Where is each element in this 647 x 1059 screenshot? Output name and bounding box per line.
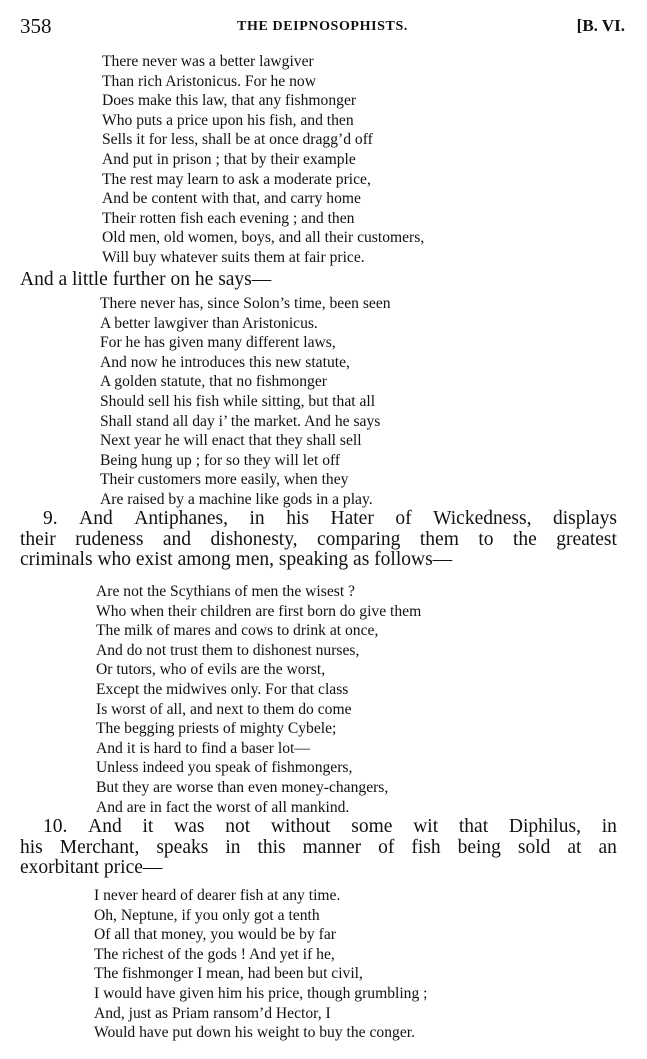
verse-line: There never was a better lawgiver: [102, 53, 314, 70]
prose-word: their: [20, 528, 56, 550]
verse-block-2: [100, 294, 391, 510]
prose-word: an: [598, 836, 617, 858]
verse-line: The rest may learn to ask a moderate price,: [102, 170, 371, 188]
verse-line: I would have given him his price, though grumbling ;: [94, 984, 428, 1002]
verse-line: Are not the Scythians of men the wisest ?: [96, 583, 355, 600]
verse-line: Being hung up ; for so they will let off: [100, 451, 341, 469]
verse-line: Will buy whatever suits them at fair price.: [102, 248, 365, 266]
verse-line: For he has given many different laws,: [100, 334, 336, 352]
prose-word: his: [20, 836, 43, 858]
prose-word: Diphilus,: [508, 816, 581, 837]
prose-word: this: [257, 836, 286, 858]
prose-word: 10.: [43, 816, 68, 837]
running-title: THE DEIPNOSOPHISTS.: [237, 19, 408, 34]
verse-line: And now he introduces this new statute,: [100, 353, 350, 371]
prose-word: that: [458, 816, 489, 837]
prose-paragraph-2: [20, 509, 617, 571]
verse-line: A better lawgiver than Aristonicus.: [100, 314, 318, 332]
verse-line: Who when their children are first born do give them: [96, 602, 422, 620]
prose-line: And a little further on he says—: [20, 269, 272, 290]
prose-word: it: [142, 816, 154, 837]
prose-line: exorbitant price—: [20, 857, 163, 878]
verse-line: Should sell his fish while sitting, but that all: [100, 392, 376, 410]
verse-line: The milk of mares and cows to drink at once,: [96, 622, 379, 640]
running-header: [20, 14, 625, 40]
prose-word: and: [162, 528, 192, 550]
verse-block-1: [102, 52, 424, 268]
prose-word: sold: [517, 836, 551, 858]
verse-line: Except the midwives only. For that class: [96, 680, 349, 698]
verse-line: I never heard of dearer fish at any time.: [94, 887, 341, 904]
prose-line-justified: [20, 817, 617, 838]
prose-word: in: [225, 836, 241, 858]
prose-word: wit: [413, 816, 439, 837]
prose-word: the: [513, 528, 537, 550]
prose-line-justified: [20, 509, 617, 530]
verse-line: Sells it for less, shall be at once dragg’d off: [102, 131, 373, 149]
verse-line: A golden statute, that no fishmonger: [100, 373, 327, 391]
prose-word: was: [174, 816, 205, 837]
verse-line: Are raised by a machine like gods in a play.: [100, 490, 373, 508]
prose-word: at: [567, 836, 582, 858]
verse-line: The fishmonger I mean, had been but civil,: [94, 965, 363, 983]
page-number: 358: [20, 14, 52, 38]
prose-word: being: [457, 836, 501, 858]
prose-word: to: [478, 528, 494, 550]
verse-line: Of all that money, you would be by far: [94, 926, 336, 944]
verse-line: Is worst of all, and next to them do come: [96, 700, 352, 718]
verse-line: Than rich Aristonicus. For he now: [102, 72, 316, 90]
verse-line: The richest of the gods ! And yet if he,: [94, 945, 335, 963]
verse-line: Shall stand all day i’ the market. And he says: [100, 412, 381, 430]
prose-line: criminals who exist among men, speaking as follows—: [20, 549, 453, 570]
verse-line: Unless indeed you speak of fishmongers,: [96, 759, 353, 777]
prose-word: fish: [411, 836, 441, 858]
prose-word: them: [419, 528, 459, 550]
verse-line: The begging priests of mighty Cybele;: [96, 720, 337, 738]
verse-line: And, just as Priam ransom’d Hector, I: [94, 1004, 331, 1022]
verse-line: And are in fact the worst of all mankind.: [96, 798, 350, 816]
prose-word: in: [249, 508, 265, 529]
verse-line: Next year he will enact that they shall sell: [100, 432, 362, 450]
verse-line: And be content with that, and carry home: [102, 190, 361, 208]
prose-line-justified: [20, 838, 617, 859]
prose-word: comparing: [317, 528, 401, 550]
prose-paragraph-3: [20, 817, 617, 879]
verse-line: There never has, since Solon’s time, been seen: [100, 295, 391, 312]
verse-block-3: [96, 582, 421, 817]
prose-line-justified: [20, 530, 617, 551]
verse-line: Oh, Neptune, if you only got a tenth: [94, 906, 320, 924]
verse-line: Would have put down his weight to buy the conger.: [94, 1024, 415, 1042]
prose-word: dishonesty,: [210, 528, 298, 550]
prose-word: not: [225, 816, 251, 837]
verse-line: And put in prison ; that by their example: [102, 150, 356, 168]
prose-word: Antiphanes,: [134, 508, 228, 529]
verse-line: But they are worse than even money-changers,: [96, 778, 389, 796]
prose-word: Wickedness,: [433, 508, 532, 529]
verse-line: And it is hard to find a baser lot—: [96, 739, 310, 757]
verse-line: Or tutors, who of evils are the worst,: [96, 661, 326, 679]
prose-word: his: [286, 508, 309, 529]
prose-word: speaks: [156, 836, 209, 858]
prose-word: displays: [552, 508, 617, 529]
verse-line: Does make this law, that any fishmonger: [102, 92, 357, 110]
prose-word: greatest: [556, 528, 617, 550]
prose-word: in: [601, 816, 617, 837]
prose-word: Hater: [330, 508, 374, 529]
verse-line: Old men, old women, boys, and all their customers,: [102, 229, 425, 247]
prose-word: of: [378, 836, 395, 858]
prose-word: manner: [302, 836, 362, 858]
verse-block-4: [94, 886, 427, 1043]
prose-paragraph-1: [20, 270, 271, 291]
prose-word: of: [395, 508, 412, 529]
prose-word: And: [88, 816, 122, 837]
prose-word: Merchant,: [59, 836, 140, 858]
verse-line: Their customers more easily, when they: [100, 471, 349, 489]
prose-word: some: [351, 816, 393, 837]
verse-line: Who puts a price upon his fish, and then: [102, 111, 354, 129]
verse-line: Their rotten fish each evening ; and then: [102, 209, 355, 227]
prose-word: without: [270, 816, 331, 837]
prose-word: rudeness: [75, 528, 144, 550]
book-number: [B. VI.: [576, 16, 625, 35]
prose-word: 9.: [43, 508, 58, 529]
verse-line: And do not trust them to dishonest nurses,: [96, 641, 360, 659]
prose-word: And: [79, 508, 113, 529]
